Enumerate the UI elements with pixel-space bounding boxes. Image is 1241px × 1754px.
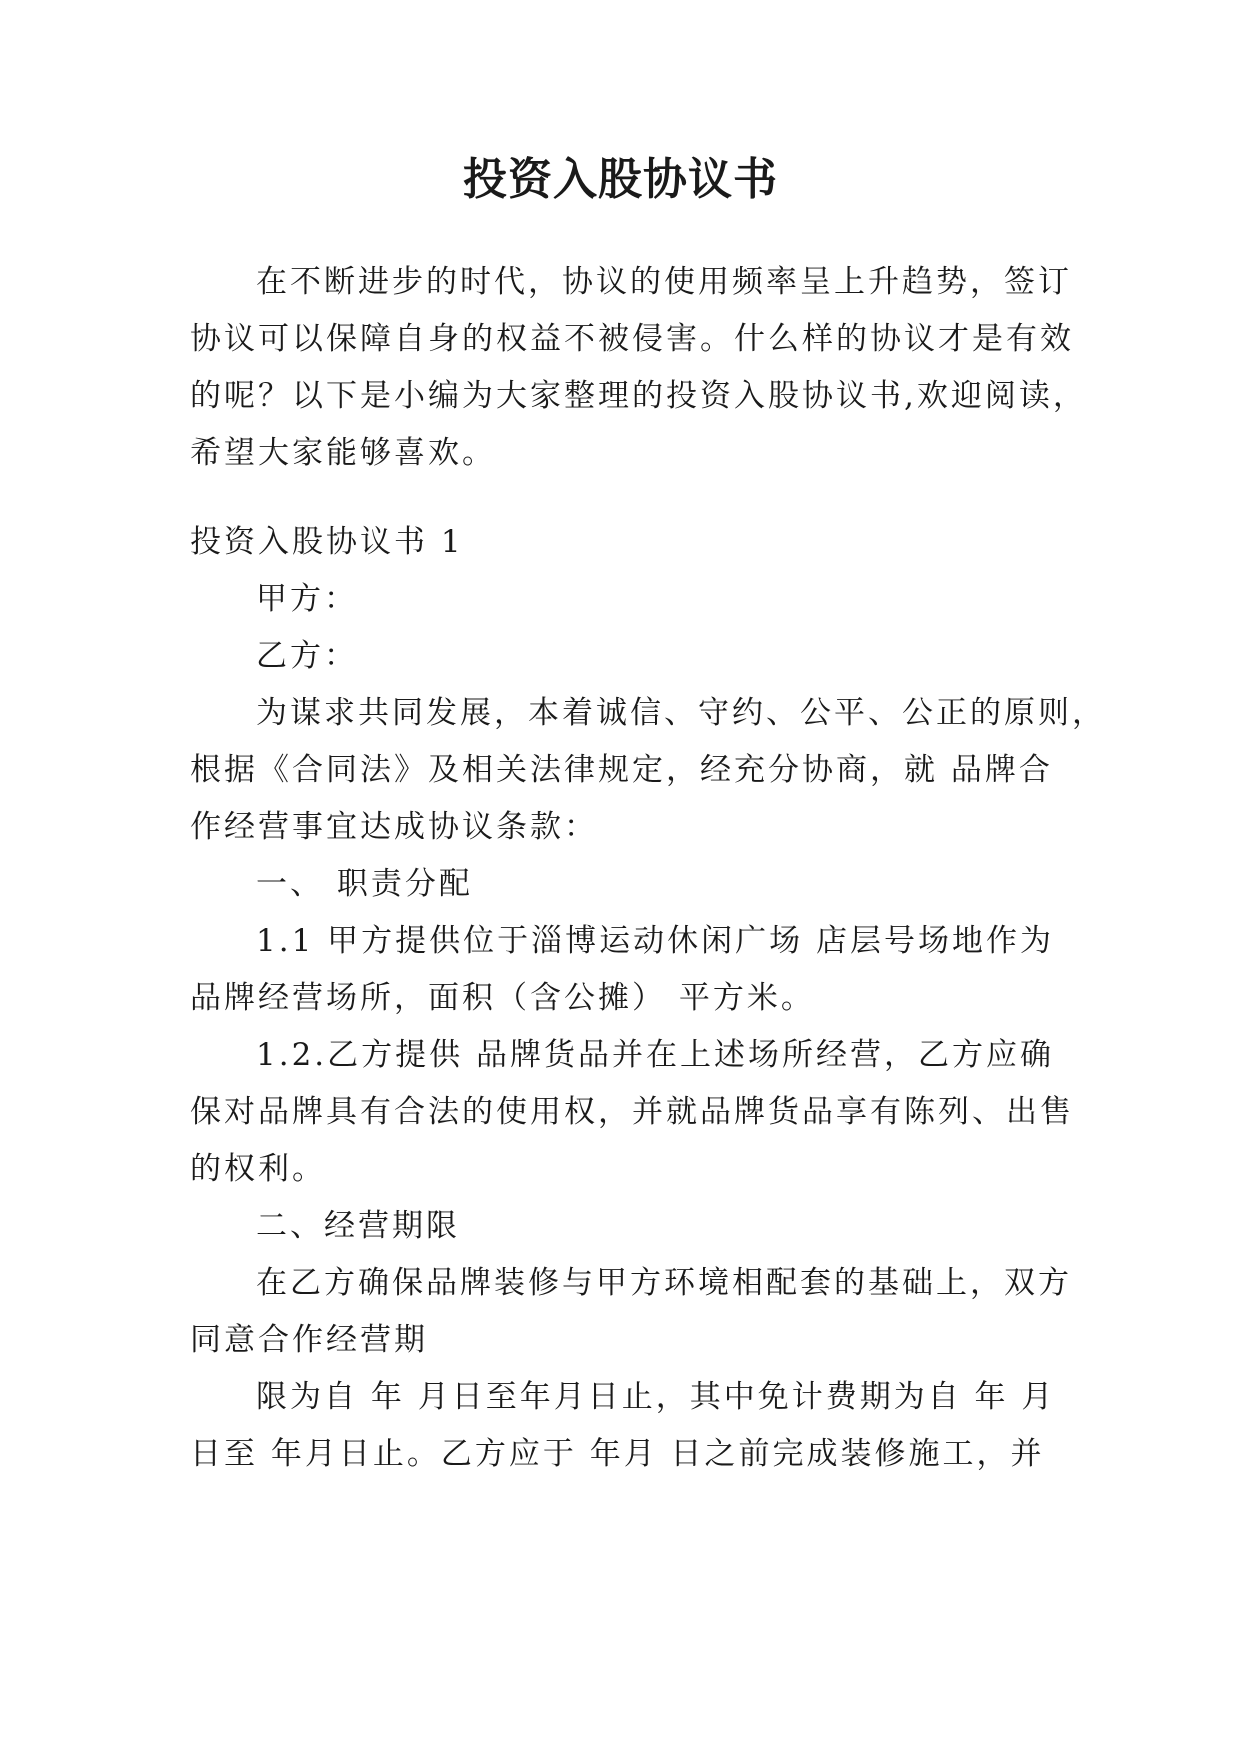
clause-2-cont-line-1: 限为自 年 月日至年月日止，其中免计费期为自 年 月 (256, 1379, 1056, 1415)
document-title: 投资入股协议书 (463, 154, 778, 205)
clause-1-2-line-3: 的权利。 (190, 1151, 326, 1187)
clause-1-2-line-2: 保对品牌具有合法的使用权，并就品牌货品享有陈列、出售 (190, 1094, 1074, 1130)
clause-1-1-line-2: 品牌经营场所，面积（含公摊） 平方米。 (190, 980, 815, 1016)
party-a-label: 甲方： (256, 581, 358, 617)
clause-1-1-line-1: 1.1 甲方提供位于淄博运动休闲广场 店层号场地作为 (256, 923, 1055, 959)
preamble-line-3: 作经营事宜达成协议条款： (190, 809, 598, 845)
clause-2-line-1: 在乙方确保品牌装修与甲方环境相配套的基础上，双方 (256, 1265, 1072, 1301)
section-heading: 投资入股协议书 1 (190, 524, 464, 560)
clause-1-heading: 一、 职责分配 (256, 866, 473, 902)
intro-line-4: 希望大家能够喜欢。 (190, 435, 496, 471)
intro-line-3: 的呢？以下是小编为大家整理的投资入股协议书,欢迎阅读， (190, 378, 1087, 414)
clause-2-heading: 二、经营期限 (256, 1208, 460, 1244)
clause-2-line-2: 同意合作经营期 (190, 1322, 428, 1358)
clause-2-cont-line-2: 日至 年月日止。乙方应于 年月 日之前完成装修施工，并 (190, 1436, 1045, 1472)
intro-line-1: 在不断进步的时代，协议的使用频率呈上升趋势，签订 (256, 264, 1072, 300)
intro-line-2: 协议可以保障自身的权益不被侵害。什么样的协议才是有效 (190, 321, 1074, 357)
preamble-line-2: 根据《合同法》及相关法律规定，经充分协商，就 品牌合 (190, 752, 1053, 788)
clause-1-2-line-1: 1.2.乙方提供 品牌货品并在上述场所经营，乙方应确 (256, 1037, 1055, 1073)
party-b-label: 乙方： (256, 638, 358, 674)
preamble-line-1: 为谋求共同发展，本着诚信、守约、公平、公正的原则， (256, 695, 1106, 731)
